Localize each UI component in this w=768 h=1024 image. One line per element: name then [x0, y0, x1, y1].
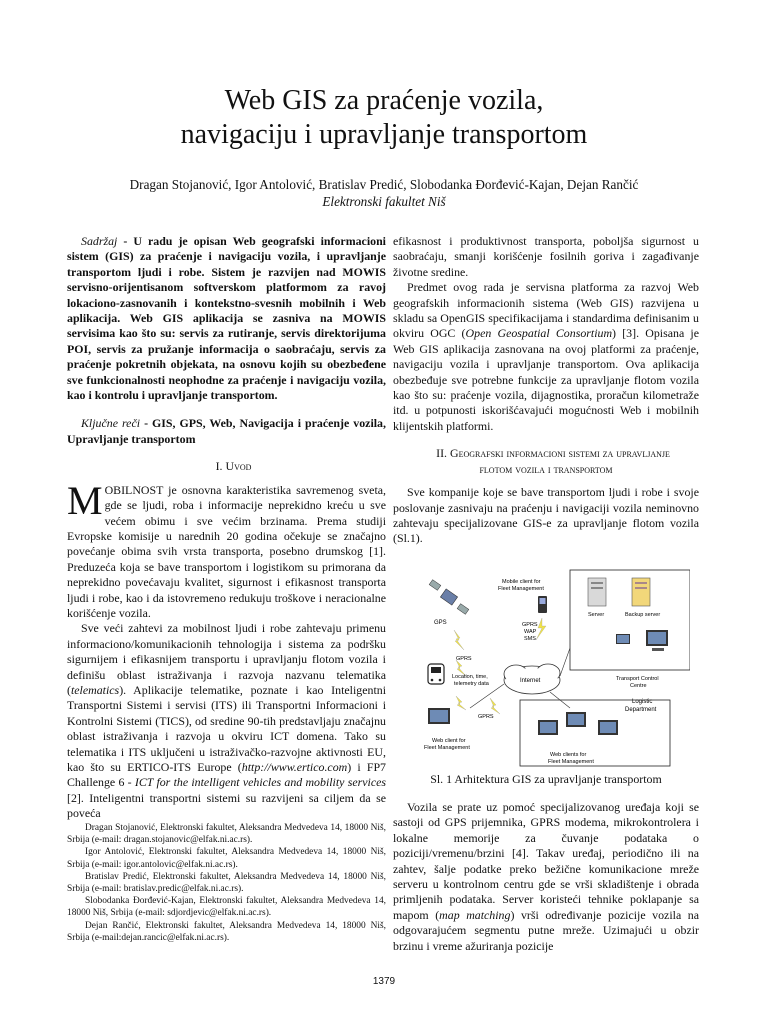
- server-label: Server: [588, 612, 605, 618]
- web-client-icon: [598, 720, 618, 735]
- affiliation: Elektronski fakultet Niš: [322, 194, 446, 209]
- section-heading-1: [67, 459, 386, 474]
- workstation-icon: [616, 634, 630, 644]
- title-line-1: Web GIS za praćenje vozila,: [224, 85, 544, 116]
- web-client-icon: [538, 720, 558, 735]
- web-client-single-icon: [428, 708, 450, 724]
- left-column: [67, 234, 386, 822]
- right-p4-italic: map matching: [439, 907, 511, 922]
- connector-line: [560, 648, 570, 676]
- right-paragraph-4: [393, 800, 699, 954]
- web-client-icon: [566, 712, 586, 727]
- right-p2-b: ) [3]. Opisana je Web GIS aplikacija zasnovana na ovoj platformi za praćenje, navigaciju vozila i upravljanje transportom. Ova aplikacija obezbeđuje sve potrebne funkcije za upravljanje flotom vozila kao što su: praćenje vozila, dijagnostika, proračun kilometraže itd. u potpunosti iskorišćavajući mogućnosti Web i mobilnih klijentskih platformi.: [393, 326, 700, 433]
- tcc-label-2: Centre: [630, 683, 647, 689]
- wap-label: WAP: [524, 629, 537, 635]
- footnote-4: Slobodanka Đorđević-Kajan, Elektronski fakultet, Aleksandra Medvedeva 14, 18000 Niš, Srbija (e-mail: sdjordjevic@elfak.ni.ac.rs).: [67, 896, 386, 919]
- right-column: [393, 234, 699, 547]
- logistic-label-1: Logistic: [632, 699, 653, 705]
- footnote-2: Igor Antolović, Elektronski fakultet, Aleksandra Medvedeva 14, 18000 Niš, Srbija (e-mail: igor.antolovic@elfak.ni.ac.rs).: [67, 847, 386, 870]
- right-paragraph-1: efikasnost i produktivnost transporta, poboljša sigurnost u saobraćaju, smanji korišćenje fosilnih goriva i zagađivanje životne sredine.: [393, 234, 699, 279]
- intro-p1-text: OBILNOST je osnovna karakteristika savremenog sveta, gde se ljudi, roba i informacije neprekidno kreću u sve većem obimu i sve većim brzinama. Prema studiji Evropske komisije u narednih 20 godina očekuje se značajno povećanje obima svih vrsta transporta, posebno drumskog [1]. Preduzeća koja se bave transportom i logistikom su primorana da neprekidno povećavaju kvalitet, sigurnost i efikasnost transporta ljudi i robe, kao i da istovremeno redukuju troškove i neracionalne korišćenje vozila.: [67, 482, 386, 620]
- section-2-number: II.: [436, 446, 450, 461]
- intro-paragraph-1: [67, 477, 386, 622]
- right-column-continued: [393, 800, 699, 954]
- intro-p2-d: [2]. Inteligentni transportni sistemi su razvijeni sa ciljem da se poveća: [67, 790, 386, 821]
- intro-p2-c: ) i FP7 Challenge 6 -: [67, 760, 386, 790]
- internet-label: Internet: [520, 678, 541, 684]
- telemetry-label: telemetry data: [454, 681, 489, 687]
- mobile-client-label-2: Fleet Management: [498, 586, 544, 592]
- workstation-icon: [646, 630, 668, 651]
- right-paragraph-3: Sve kompanije koje se bave transportom ljudi i robe i svoje poslovanje zasnivaju na praćenju i navigaciji vozila neminovno zahtevaju specijalizovane GIS-e za upravljanje flotom vozila (Sl.1).: [393, 485, 699, 546]
- web-client-label-2: Fleet Management: [424, 745, 470, 751]
- ertico-link: http://www.ertico.com: [241, 760, 348, 774]
- backup-server-icon: [632, 578, 650, 606]
- title-line-2: navigaciju i upravljanje transportom: [180, 119, 588, 150]
- author-names: Dragan Stojanović, Igor Antolović, Bratislav Predić, Slobodanka Đorđević-Kajan, Dejan Rančić: [129, 177, 639, 192]
- intro-p2-italic-3: ICT for the intelligent vehicles and mobility services: [134, 775, 386, 790]
- footnote-5: Dejan Rančić, Elektronski fakultet, Aleksandra Medvedeva 14, 18000 Niš, Srbija (e-mail:dejan.rancic@elfak.ni.ac.rs).: [67, 920, 386, 943]
- logistic-label-2: Department: [625, 707, 657, 713]
- right-p4-a: Vozila se prate uz pomoć specijalizovanog uređaja koji se sastoji od GPS prijemnika, GPRS modema, mikrokontrolera i lokalne memorije za čuvanje podataka o poziciji/vremenu/brzini [4]. Takav uređaj, periodično ili na zahtev, šalje podatke preko bežične komunikacione mreže serveru u kontrolnom centru gde se vrši skladištenje i obrada primljenih podataka. Server koristeći tehnike poklapanje sa mapom (: [393, 800, 699, 922]
- keywords: [67, 416, 386, 447]
- intro-paragraph-2: [67, 621, 386, 821]
- paper-title: [0, 84, 768, 152]
- figure-caption: Sl. 1 Arhitektura GIS za upravljanje transportom: [430, 772, 662, 786]
- footnotes: [67, 822, 386, 944]
- gprs-label-left: GPRS: [456, 656, 472, 662]
- gprs-label-bottom: GPRS: [478, 714, 494, 720]
- keywords-label: Ključne reči: [81, 416, 141, 431]
- server-icon: [588, 578, 606, 606]
- intro-p2-a: Sve veći zahtevi za mobilnost ljudi i robe zahtevaju primenu informaciono/komunikacionih tehnologija i sistema za podršku sigurnijem i efikasnijem transportu i upravljanju flotom vozila i definišu oblast istraživanja i razvoja nazvanu telematika (: [67, 621, 386, 697]
- page-number: 1379: [372, 976, 396, 987]
- section-2-title-line-1: Geografski informacioni sistemi za upravljanje: [449, 446, 670, 461]
- sms-label: SMS: [524, 636, 536, 642]
- right-paragraph-2: [393, 280, 699, 434]
- signal-bolt-icon: [490, 698, 500, 714]
- right-p4-b: ) vrši određivanje pozicije vozila na odgovarajućem segmentu putne mreže. Uzimajući u obzir brzinu i vreme ažuriranja pozicije: [393, 907, 699, 953]
- footnote-3: Bratislav Predić, Elektronski fakultet, Aleksandra Medvedeva 14, 18000 Niš, Srbija (e-mail: bratislav.predic@elfak.ni.ac.rs).: [67, 871, 386, 895]
- signal-bolt-icon: [456, 696, 466, 710]
- abstract: [67, 234, 386, 403]
- satellite-icon: [429, 580, 469, 615]
- drop-cap: M: [67, 477, 103, 523]
- section-1-title: Uvod: [225, 459, 252, 474]
- keywords-text: - GIS, GPS, Web, Navigacija i praćenje vozila, Upravljanje transportom: [67, 416, 386, 446]
- section-heading-2: [393, 446, 699, 477]
- gprs-label-top: GPRS: [522, 622, 538, 628]
- abstract-text: - U radu je opisan Web geografski informacioni sistem (GIS) za praćenje i navigaciju vozila, i upravljanje transportom ljudi i robe. Sistem je razvijen nad MOWIS servisno-orijentisanom softverskom platformom za ravoj lokaciono-zasnovanih i kontekstno-svesnih mobilnih i Web aplikacija. Web GIS aplikacija se zasniva na MOWIS servisima kao što su: servis za rutiranje, servis direktorijuma POI, servis za pružanje informacija o saobraćaju, servis za praćenje pokretnih objekata, na osnovu kojih su obezbeđene sve funkcionalnosti neophodne za praćenje i navigaciju vozila, kao i kontrolu i upravljanje transportom.: [67, 234, 386, 403]
- tcc-label-1: Transport Control: [616, 676, 659, 682]
- right-p2-a: Predmet ovog rada je servisna platforma za razvoj Web geografskih informacionih sistema (Web GIS) razvijena u skladu sa OpenGIS specifikacijama i standardima definisanim u okviru OGC (: [393, 280, 699, 341]
- connector-line: [470, 684, 504, 708]
- web-clients-label-1: Web clients for: [550, 752, 587, 758]
- backup-server-label: Backup server: [625, 612, 661, 618]
- mobile-phone-icon: [538, 596, 547, 613]
- gps-label: GPS: [434, 620, 447, 626]
- intro-p2-italic-1: telematics: [70, 682, 120, 697]
- signal-bolt-icon: [454, 630, 464, 650]
- web-clients-label-2: Fleet Management: [548, 759, 594, 765]
- section-2-title-line-2: flotom vozila i transportom: [479, 461, 613, 476]
- intro-p2-b: ). Aplikacije telematike, poznate i kao Inteligentni Transportni Sistemi i servisi (ITS) ili Transportni Informacioni i Kontrolni Sistemi (TICS), od sredine 90-tih predstavljaju značajnu oblast istraživanja i razvoja u okviru ICT domena. Tako su telematika i ITS uključeni u istraživačko-razvojne aktivnosti EU, kao što su ERTICO-ITS Europe (: [67, 682, 386, 774]
- architecture-diagram: [420, 568, 690, 768]
- bus-icon: [428, 664, 444, 684]
- abstract-label: Sadržaj: [81, 234, 118, 248]
- mobile-client-label-1: Mobile client for: [502, 579, 541, 585]
- section-1-number: I.: [215, 459, 226, 474]
- architecture-figure: [420, 568, 690, 768]
- right-p2-italic: Open Geospatial Consortium: [465, 326, 613, 341]
- web-client-label-1: Web client for: [432, 738, 466, 744]
- author-block: [0, 176, 768, 210]
- location-label: Location, time,: [452, 674, 488, 680]
- footnote-1: Dragan Stojanović, Elektronski fakultet, Aleksandra Medvedeva 14, 18000 Niš, Srbija (e-mail: dragan.stojanovic@elfak.ni.ac.rs).: [67, 823, 386, 846]
